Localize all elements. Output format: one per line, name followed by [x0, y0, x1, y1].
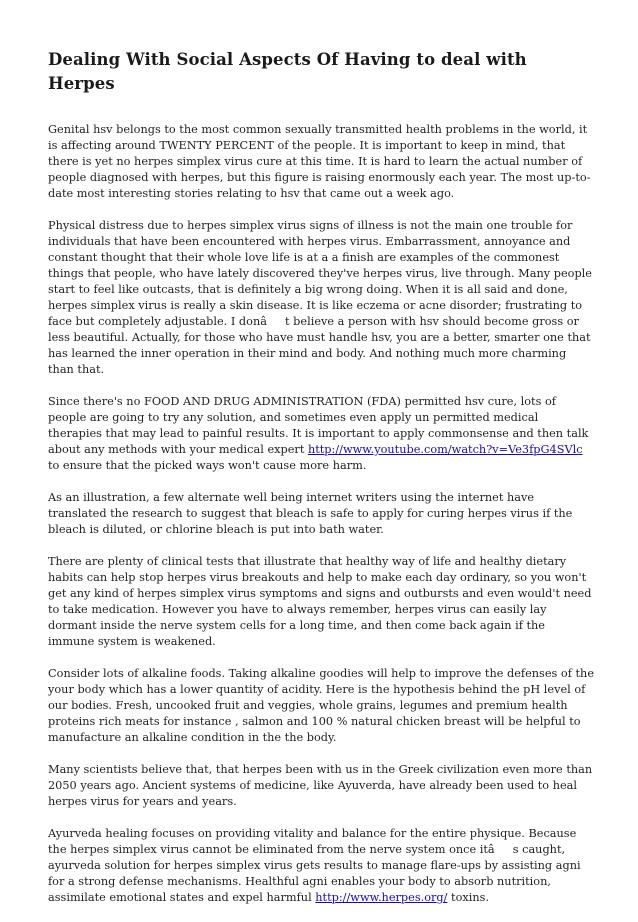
paragraph	[48, 394, 594, 474]
paragraph-text: toxins.	[447, 891, 490, 904]
paragraph-text: Since there's no FOOD AND DRUG ADMINISTRATION (FDA) permitted hsv cure, lots of people are going to try any solution, and sometimes even apply un permitted medical therapies that may lead to painful results. It is important to apply commonsense and then talk about any methods with your medical expert	[48, 395, 589, 456]
paragraph: Genital hsv belongs to the most common sexually transmitted health problems in the world, it is affecting around TWENTY PERCENT of the people. It is important to keep in mind, that there is yet no herpes simplex virus cure at this time. It is hard to learn the actual number of people diagnosed with herpes, but this figure is raising enormously each year. The most up-to-date most interesting stories relating to hsv that came out a week ago.	[48, 123, 591, 200]
paragraph-text: Ayurveda healing focuses on providing vitality and balance for the entire physique. Because the herpes simplex virus cannot be eliminated from the nerve system once itâs caught, ayurveda solution for herpes simplex virus gets results to manage flare-ups by assisting agni for a strong defense mechanisms. Healthful agni enables your body to absorb nutrition, assimilate emotional states and expel harmful	[48, 827, 581, 904]
paragraph: Consider lots of alkaline foods. Taking alkaline goodies will help to improve the defenses of the your body which has a lower quantity of acidity. Here is the hypothesis behind the pH level of our bodies. Fresh, uncooked fruit and veggies, whole grains, legumes and premium health proteins rich meats for instance , salmon and 100 % natural chicken breast will be helpful to manufacture an alkaline condition in the the body.	[48, 667, 595, 744]
youtube-link[interactable]: http://www.youtube.com/watch?v=Ve3fpG4SVlc	[307, 443, 583, 456]
document-title: Dealing With Social Aspects Of Having to deal with Herpes	[48, 50, 527, 93]
paragraph: As an illustration, a few alternate well being internet writers using the internet have translated the research to suggest that bleach is safe to apply for curing herpes virus if the bleach is diluted, or chlorine bleach is put into bath water.	[48, 491, 573, 536]
paragraph: Many scientists believe that, that herpes been with us in the Greek civilization even more than 2050 years ago. Ancient systems of medicine, like Ayuverda, have already been used to heal herpes virus for years and years.	[48, 763, 593, 808]
paragraph	[48, 826, 594, 906]
paragraph: Physical distress due to herpes simplex virus signs of illness is not the main one trouble for individuals that have been encountered with herpes virus. Embarrassment, annoyance and constant thought that their whole love life is at a a finish are examples of the commonest things that people, who have lately discovered they've herpes virus, live through. Many people start to feel like outcasts, that is definitely a big wrong doing. When it is all said and done, herpes simplex virus is really a skin disease. It is like eczema or acne disorder; frustrating to face but completely adjustable. I donât believe a person with hsv should become gross or less beautiful. Actually, for those who have must handle hsv, you are a better, smarter one that has learned the inner operation in their mind and body. And nothing much more charming than that.	[48, 219, 592, 376]
document-page	[48, 48, 594, 922]
paragraph: There are plenty of clinical tests that illustrate that healthy way of life and healthy dietary habits can help stop herpes virus breakouts and help to make each day ordinary, so you won't get any kind of herpes simplex virus symptoms and signs and outbursts and even would't need to take medication. However you have to always remember, herpes virus can easily lay dormant inside the nerve system cells for a long time, and then come back again if the immune system is weakened.	[48, 555, 592, 648]
paragraph-text: to ensure that the picked ways won't cause more harm.	[48, 459, 367, 472]
herpes-org-link[interactable]: http://www.herpes.org/	[315, 891, 448, 904]
